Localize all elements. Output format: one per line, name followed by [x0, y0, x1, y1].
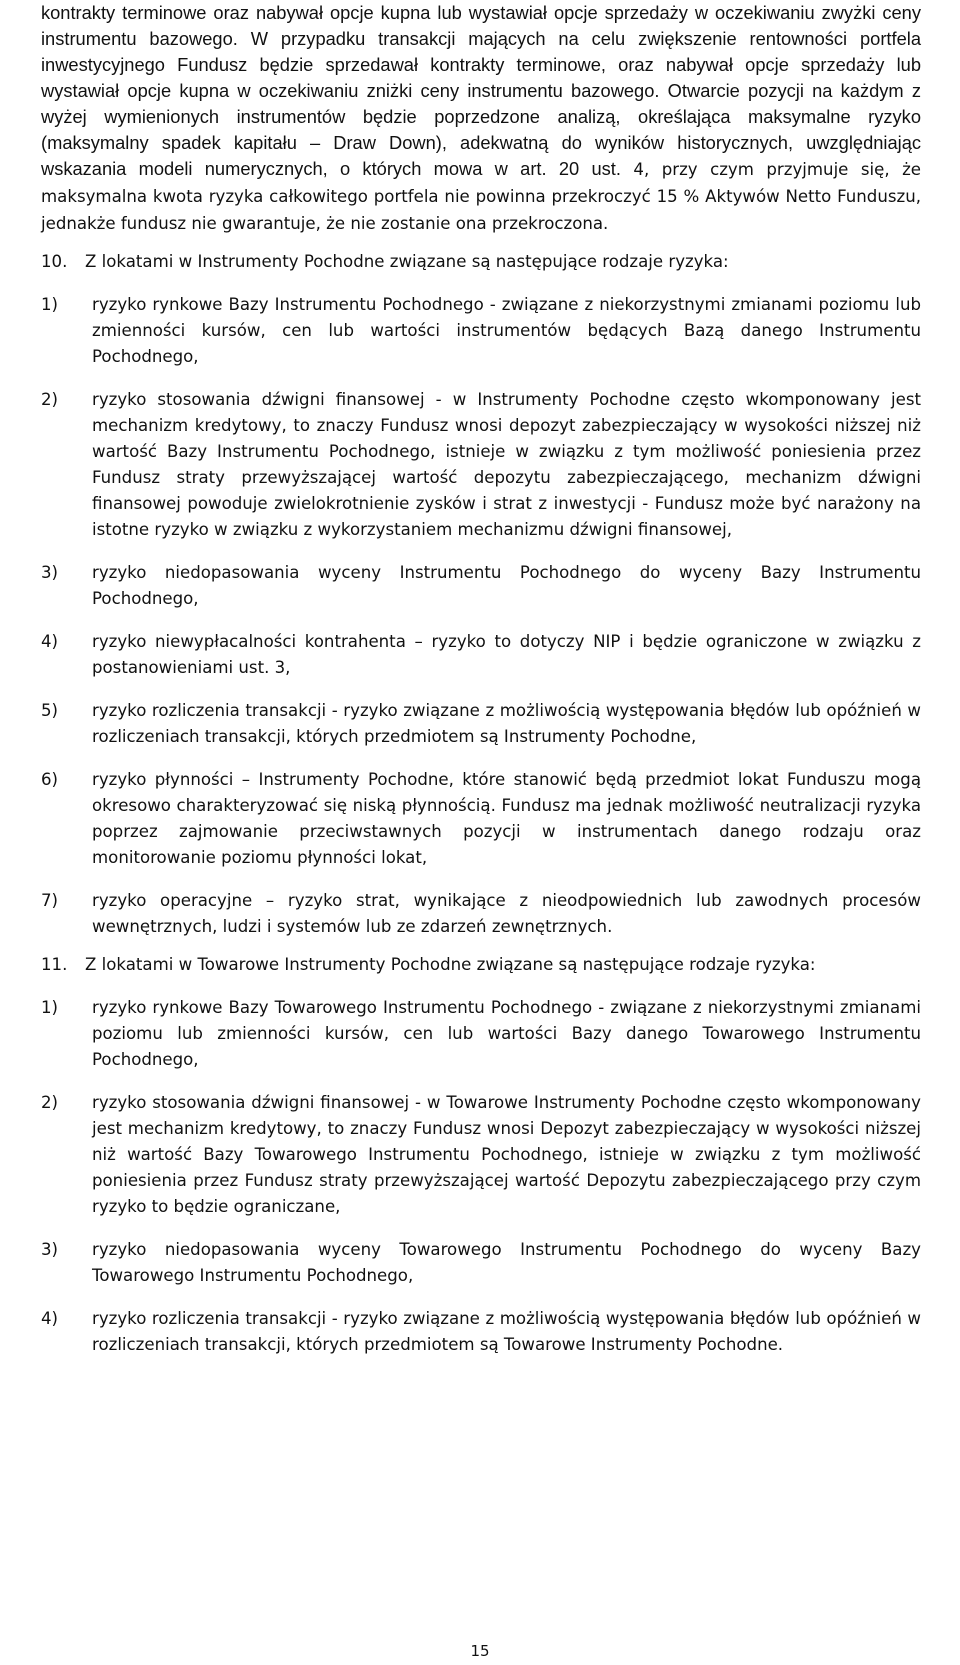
- section-title: Z lokatami w Instrumenty Pochodne związane są następujące rodzaje ryzyka:: [85, 252, 729, 271]
- item-text: ryzyko operacyjne – ryzyko strat, wynikające z nieodpowiednich lub zawodnych procesów wewnętrznych, ludzi i systemów lub ze zdarzeń zewnętrznych.: [92, 891, 921, 936]
- list-item: [41, 888, 921, 940]
- item-text: ryzyko płynności – Instrumenty Pochodne, które stanowić będą przedmiot lokat Funduszu mogą okresowo charakteryzować się niską płynnością. Fundusz ma jednak możliwość neutralizacji ryzyka poprzez zajmowanie przeciwstawnych pozycji w instrumentach danego rodzaju oraz monitorowanie poziomu płynności lokat,: [92, 770, 921, 867]
- list-item: [41, 387, 921, 543]
- item-text: ryzyko stosowania dźwigni finansowej - w Instrumenty Pochodne często wkomponowany jest mechanizm kredytowy, to znaczy Fundusz wnosi depozyt zabezpieczający w wysokości niższej niż wartość Bazy Instrumentu Pochodnego, istnieje w związku z tym możliwość poniesienia przez Fundusz straty przewyższającej wartość depozytu zabezpieczającego, mechanizm dźwigni finansowej powoduje zwielokrotnienie zysków i strat z inwestycji - Fundusz może być narażony na istotne ryzyko w związku z wykorzystaniem mechanizmu dźwigni finansowej,: [92, 390, 921, 539]
- intro-paragraph: [41, 0, 921, 237]
- item-number: 3): [41, 1240, 59, 1259]
- section-title: Z lokatami w Towarowe Instrumenty Pochodne związane są następujące rodzaje ryzyka:: [85, 955, 816, 974]
- list-item: [41, 995, 921, 1073]
- item-number: 2): [41, 390, 59, 409]
- list-item: [41, 1237, 921, 1289]
- item-number: 1): [41, 998, 59, 1017]
- item-number: 3): [41, 563, 59, 582]
- item-number: 5): [41, 701, 59, 720]
- document-page: [41, 0, 921, 1358]
- intro-text-b: 4, przy czym przyjmuje się, że maksymalna kwota ryzyka całkowitego portfela nie powinna przekroczyć 15 % Aktywów Netto Funduszu, jednakże fundusz nie gwarantuje, że nie zostanie ona przekroczona.: [41, 160, 922, 233]
- section-heading: [41, 952, 921, 978]
- list-item: [41, 767, 921, 871]
- intro-text-a: kontrakty terminowe oraz nabywał opcje kupna lub wystawiał opcje sprzedaży w oczekiwaniu zwyżki ceny instrumentu bazowego. W przypadku transakcji mających na celu zwiększenie rentowności portfela inwestycyjnego Fundusz będzie sprzedawał kontrakty terminowe, oraz nabywał opcje sprzedaży lub wystawiał opcje kupna w oczekiwaniu zniżki ceny instrumentu bazowego. Otwarcie pozycji na każdym z wyżej wymienionych instrumentów będzie poprzedzone analizą, określająca maksymalne ryzyko (maksymalny spadek kapitału – Draw Down), adekwatną do wyników historycznych, uwzględniając wskazania modeli numerycznych, o których mowa w art. 20 ust.: [41, 2, 921, 179]
- list-item: [41, 698, 921, 750]
- item-number: 6): [41, 770, 59, 789]
- list-item: [41, 1306, 921, 1358]
- item-text: ryzyko niewypłacalności kontrahenta – ryzyko to dotyczy NIP i będzie ograniczone w związku z postanowieniami ust. 3,: [92, 632, 921, 677]
- item-text: ryzyko rozliczenia transakcji - ryzyko związane z możliwością występowania błędów lub opóźnień w rozliczeniach transakcji, których przedmiotem są Towarowe Instrumenty Pochodne.: [92, 1309, 921, 1354]
- section-10: [41, 249, 921, 940]
- item-number: 4): [41, 632, 59, 651]
- page-number: 15: [470, 1642, 490, 1660]
- item-text: ryzyko rozliczenia transakcji - ryzyko związane z możliwością występowania błędów lub opóźnień w rozliczeniach transakcji, których przedmiotem są Instrumenty Pochodne,: [92, 701, 921, 746]
- item-text: ryzyko niedopasowania wyceny Towarowego Instrumentu Pochodnego do wyceny Bazy Towarowego Instrumentu Pochodnego,: [92, 1240, 921, 1285]
- section-number: 11.: [41, 955, 68, 974]
- list-item: [41, 560, 921, 612]
- section-number: 10.: [41, 252, 68, 271]
- item-text: ryzyko stosowania dźwigni finansowej - w Towarowe Instrumenty Pochodne często wkomponowany jest mechanizm kredytowy, to znaczy Fundusz wnosi Depozyt zabezpieczający w wysokości niższej niż wartość Bazy Towarowego Instrumentu Pochodnego, istnieje w związku z tym możliwość poniesienia przez Fundusz straty przewyższającej wartość Depozytu zabezpieczającego przy czym ryzyko to będzie ograniczane,: [92, 1093, 921, 1216]
- item-number: 4): [41, 1309, 59, 1328]
- item-number: 7): [41, 891, 59, 910]
- item-text: ryzyko rynkowe Bazy Towarowego Instrumentu Pochodnego - związane z niekorzystnymi zmianami poziomu lub zmienności kursów, cen lub wartości Bazy danego Towarowego Instrumentu Pochodnego,: [92, 998, 921, 1069]
- list-item: [41, 292, 921, 370]
- list-item: [41, 1090, 921, 1220]
- item-text: ryzyko niedopasowania wyceny Instrumentu Pochodnego do wyceny Bazy Instrumentu Pochodnego,: [92, 563, 921, 608]
- item-text: ryzyko rynkowe Bazy Instrumentu Pochodnego - związane z niekorzystnymi zmianami poziomu lub zmienności kursów, cen lub wartości instrumentów będących Bazą danego Instrumentu Pochodnego,: [92, 295, 921, 366]
- item-number: 2): [41, 1093, 59, 1112]
- section-heading: [41, 249, 921, 275]
- list-item: [41, 629, 921, 681]
- section-11: [41, 952, 921, 1358]
- item-number: 1): [41, 295, 59, 314]
